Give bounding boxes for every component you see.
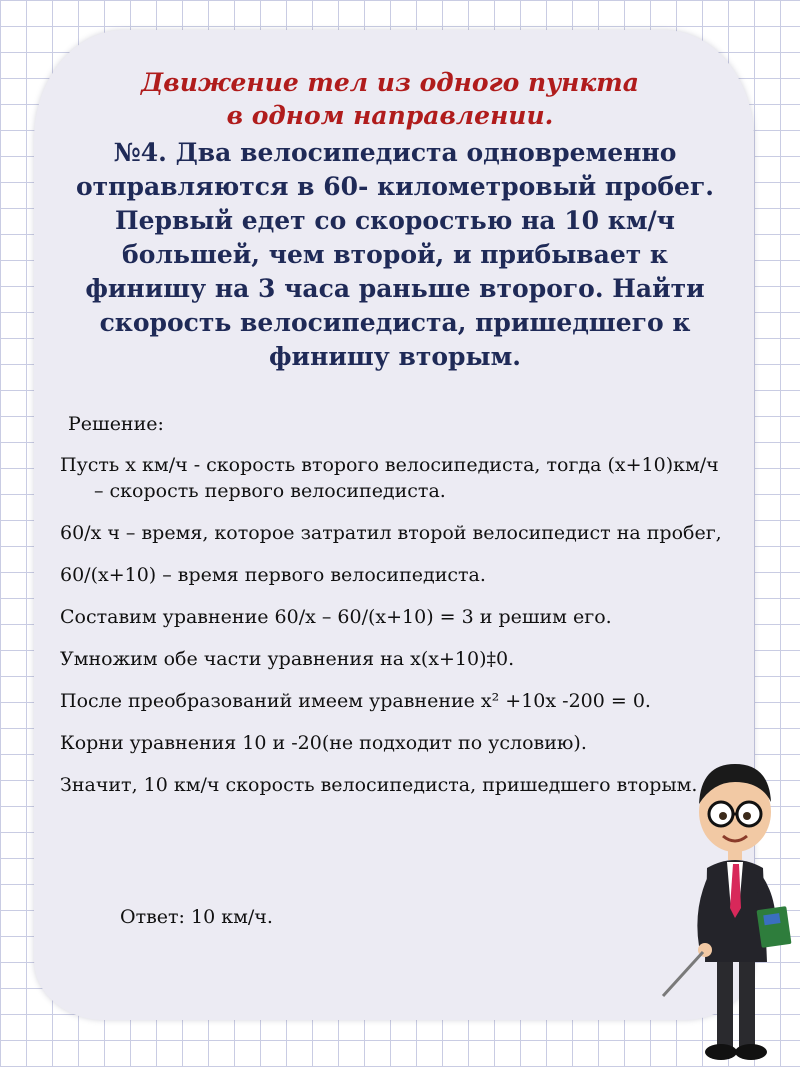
problem-statement: №4. Два велосипедиста одновременно отправляются в 60- километровый пробег. Первый едет со скоростью на 10 км/ч большей, чем второй, и прибывает к финишу на 3 часа раньше второго. Найти скорость велосипедиста, пришедшего к финишу вторым. (76, 138, 714, 371)
solution-step: 60/х ч – время, которое затратил второй велосипедист на пробег, (60, 522, 722, 544)
title-line-1: Движение тел из одного пункта (141, 68, 639, 97)
solution-heading: Решение: (68, 413, 164, 435)
teacher-cartoon-icon (655, 740, 795, 1065)
solution-step: После преобразований имеем уравнение х² +10х -200 = 0. (60, 690, 651, 712)
solution-step: Пусть х км/ч - скорость второго велосипедиста, тогда (х+10)км/ч – скорость первого велосипедиста. (60, 454, 719, 502)
solution-step: Значит, 10 км/ч скорость велосипедиста, пришедшего вторым. (60, 774, 698, 796)
title-line-2: в одном направлении. (226, 101, 554, 130)
solution-steps (60, 452, 728, 814)
slide-title (60, 66, 720, 132)
solution-step: Корни уравнения 10 и -20(не подходит по условию). (60, 732, 587, 754)
solution-step: Умножим обе части уравнения на х(х+10)‡0. (60, 648, 515, 670)
solution-step: 60/(х+10) – время первого велосипедиста. (60, 564, 486, 586)
answer: Ответ: 10 км/ч. (120, 906, 273, 928)
solution-step: Составим уравнение 60/х – 60/(х+10) = 3 и решим его. (60, 606, 612, 628)
